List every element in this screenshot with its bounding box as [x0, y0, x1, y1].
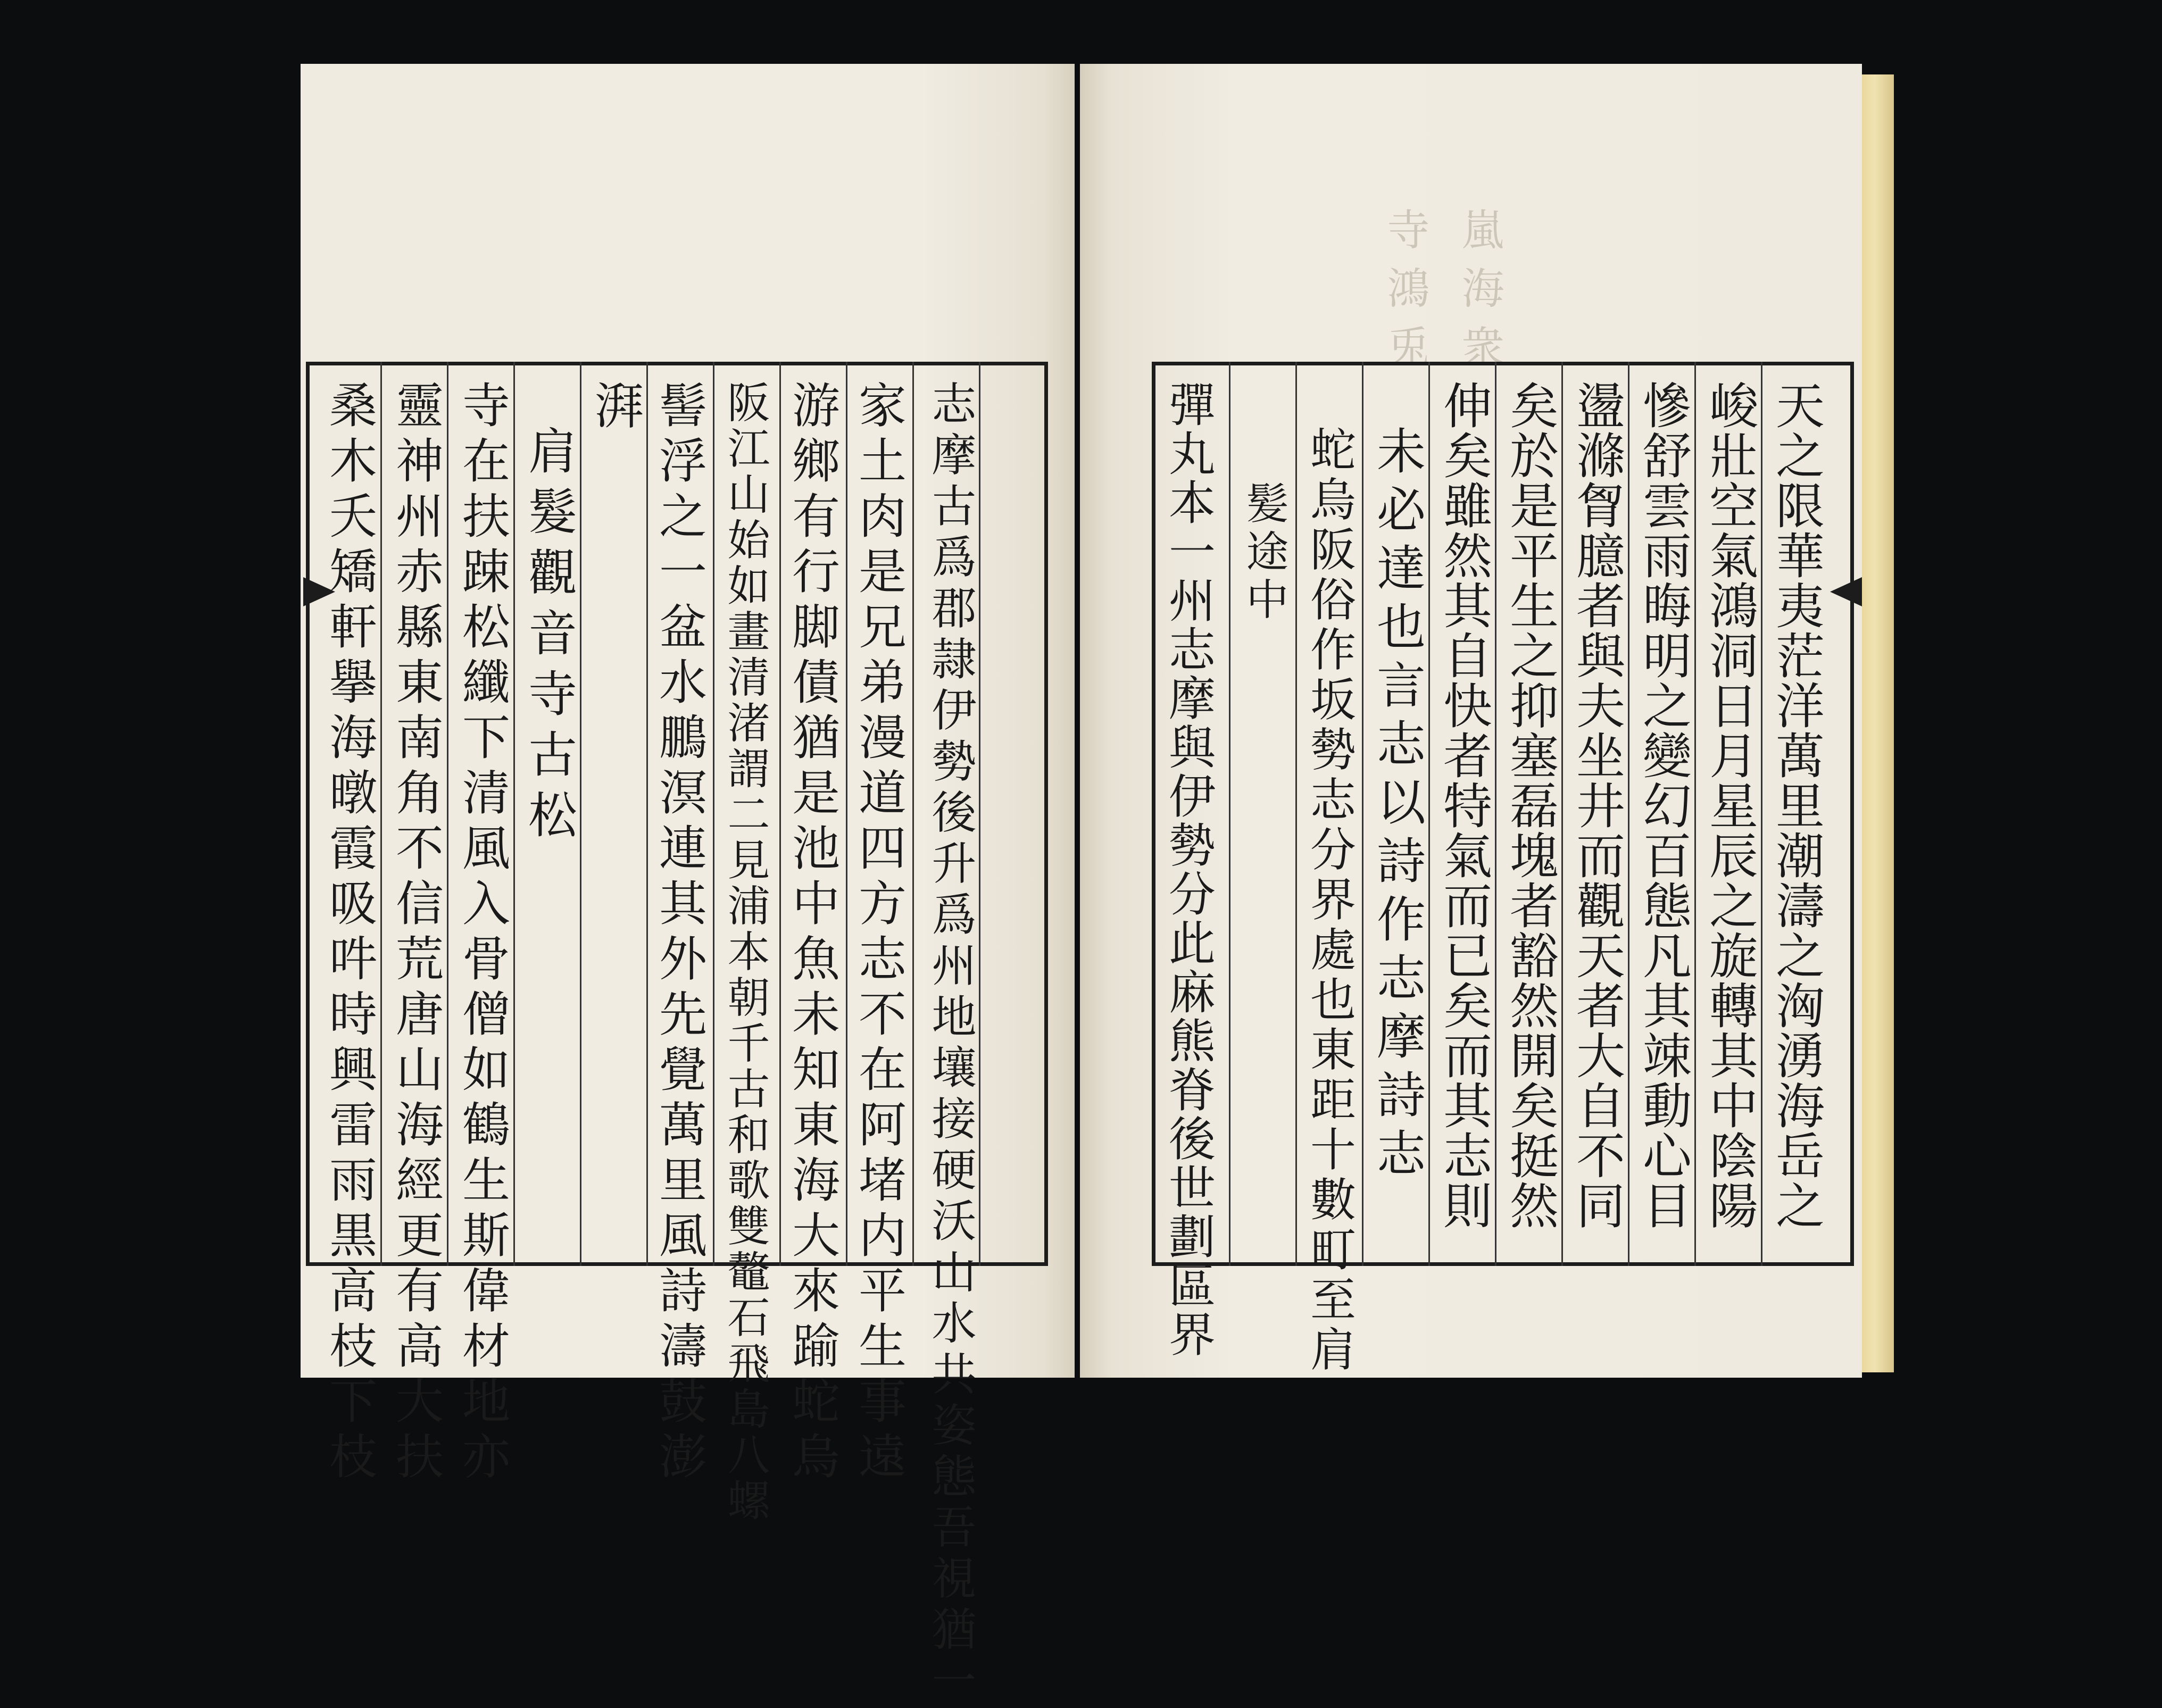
text-column: 游鄉有行脚債猶是池中魚未知東海大來踰蛇烏 — [784, 380, 839, 1487]
column-rule — [1628, 362, 1629, 1266]
text-column: 桑木夭矯軒擧海暾霞吸吽時興雷雨黒高枝下枝 — [321, 380, 377, 1487]
column-rule — [1362, 362, 1363, 1266]
text-column: 天之限華夷茫洋萬里潮濤之洶湧海岳之 — [1768, 380, 1825, 1230]
column-rule — [447, 362, 448, 1266]
text-column: 湃 — [587, 380, 644, 440]
text-column: 志摩古爲郡隷伊勢後升爲州地壤接硬沃山水共姿態吾視猶一 — [925, 380, 977, 1708]
text-column: 峻壯空氣鴻洞日月星辰之旋轉其中陰陽 — [1701, 380, 1758, 1230]
text-column: 家土肉是兄弟漫道四方志不在阿堵内平生事遠 — [850, 380, 906, 1487]
column-rule — [713, 362, 714, 1266]
column-rule — [912, 362, 914, 1266]
show-through-text: 寺鴻兎 — [1380, 207, 1429, 383]
text-column: 伸矣雖然其自快者特氣而已矣而其志則 — [1435, 380, 1492, 1230]
text-column: 慘舒雲雨晦明之變幻百態凡其竦動心目 — [1635, 380, 1692, 1230]
book-fore-edge — [1862, 74, 1894, 1372]
column-rule — [380, 362, 382, 1266]
column-rule — [846, 362, 847, 1266]
column-rule — [1295, 362, 1297, 1266]
text-column: 蛇烏阪俗作坂勢志分界處也東距十數町至肩 — [1302, 426, 1356, 1376]
column-rule — [1229, 362, 1230, 1266]
column-rule — [1694, 362, 1696, 1266]
text-column: 盪滌胷臆者與夫坐井而觀天者大自不同 — [1568, 380, 1625, 1230]
text-column: 阪江山始如畫清渚謂二見浦本朝千古和歌雙鼇石飛島八螺 — [720, 380, 770, 1524]
poem-title: 肩髮觀音寺古松 — [520, 426, 577, 850]
column-rule — [1428, 362, 1430, 1266]
column-rule — [1495, 362, 1496, 1266]
poem-title: 髪途中 — [1239, 481, 1288, 625]
text-column: 彈丸本一州志摩與伊勢分此麻熊脊後世劃區界 — [1161, 380, 1216, 1359]
column-rule — [1761, 362, 1762, 1266]
column-rule — [580, 362, 581, 1266]
text-column: 未必達也言志以詩作志摩詩志 — [1369, 426, 1426, 1186]
show-through-text: 嵐海衆 — [1454, 207, 1504, 383]
column-rule — [1561, 362, 1563, 1266]
text-column: 髻浮之一盆水鵬溟連其外先覺萬里風詩濤鼓澎 — [651, 380, 706, 1487]
column-rule — [513, 362, 515, 1266]
column-rule — [979, 362, 980, 1266]
text-column: 矣於是平生之抑塞磊塊者豁然開矣挺然 — [1502, 380, 1559, 1230]
text-column: 靈神州赤縣東南角不信荒唐山海經更有高大扶 — [387, 380, 443, 1487]
text-column: 寺在扶踈松纖下清風入骨僧如鶴生斯偉材地亦 — [454, 380, 510, 1487]
column-rule — [646, 362, 648, 1266]
column-rule — [779, 362, 781, 1266]
